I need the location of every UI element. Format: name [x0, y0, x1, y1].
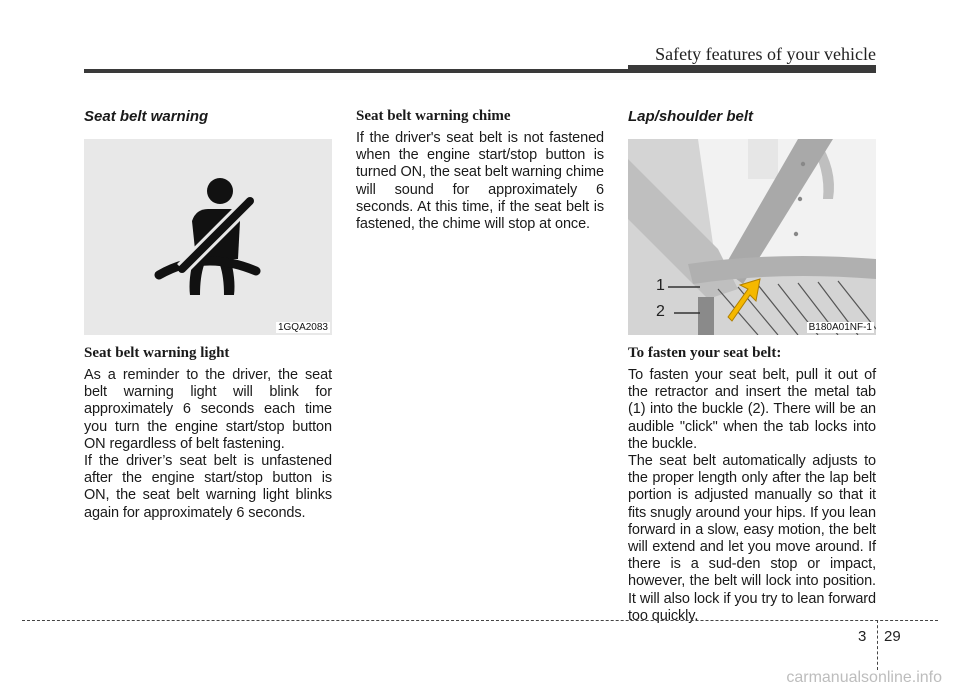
column-left — [84, 106, 332, 522]
callout-1: 1 — [656, 277, 665, 294]
seat-belt-warning-icon — [84, 139, 332, 335]
belt-illustration-image — [628, 139, 876, 335]
callout-2: 2 — [656, 303, 665, 320]
page-number: 29 — [884, 628, 901, 645]
paragraph: The seat belt automatically adjusts to the proper length only after the lap belt portion is adjusted manually so that it fits snugly around your hips. If you lean forward in a slow, easy motion, the belt will extend and let you move around. If there is a sud-den stop or impact, however, the belt will lock into position. It will also lock if you try to lean forward too quickly. — [628, 453, 876, 624]
paragraph: If the driver’s seat belt is unfastened after the engine start/stop button is ON, the seat belt warning light blinks again for approximately 6 seconds. — [84, 453, 332, 521]
figure-code: B180A01NF-1 — [808, 322, 872, 333]
figure-seat-belt-warning — [84, 139, 332, 335]
subtitle-warning-chime: Seat belt warning chime — [356, 108, 511, 124]
header-rule-accent — [628, 65, 876, 73]
paragraph: If the driver's seat belt is not fastened when the engine start/stop button is turned ON, the seat belt warning chime will sound for approximately 6 seconds. At this time, if the seat belt is fastened, the chime will stop at once. — [356, 130, 604, 233]
subtitle-warning-light: Seat belt warning light — [84, 345, 230, 361]
header-title: Safety features of your vehicle — [655, 44, 876, 64]
watermark: carmanualsonline.info — [786, 669, 942, 686]
column-middle — [356, 106, 604, 233]
paragraph: As a reminder to the driver, the seat belt warning light will blink for approximately 6 seconds each time you turn the engine start/stop button ON regardless of belt fastening. — [84, 367, 332, 452]
figure-code: 1GQA2083 — [277, 322, 328, 333]
subtitle-fasten-belt: To fasten your seat belt: — [628, 345, 782, 361]
column-right — [628, 106, 876, 625]
section-title-lap-shoulder-belt: Lap/shoulder belt — [628, 108, 754, 125]
figure-fasten-belt-photo — [628, 139, 876, 335]
page-chapter: 3 — [858, 628, 867, 645]
section-title-seat-belt-warning: Seat belt warning — [84, 108, 209, 125]
paragraph: To fasten your seat belt, pull it out of the retractor and insert the metal tab (1) into the buckle (2). There will be an audible "click" when the tab locks into the buckle. — [628, 367, 876, 452]
footer-rule — [22, 620, 938, 621]
footer-divider — [877, 620, 878, 670]
